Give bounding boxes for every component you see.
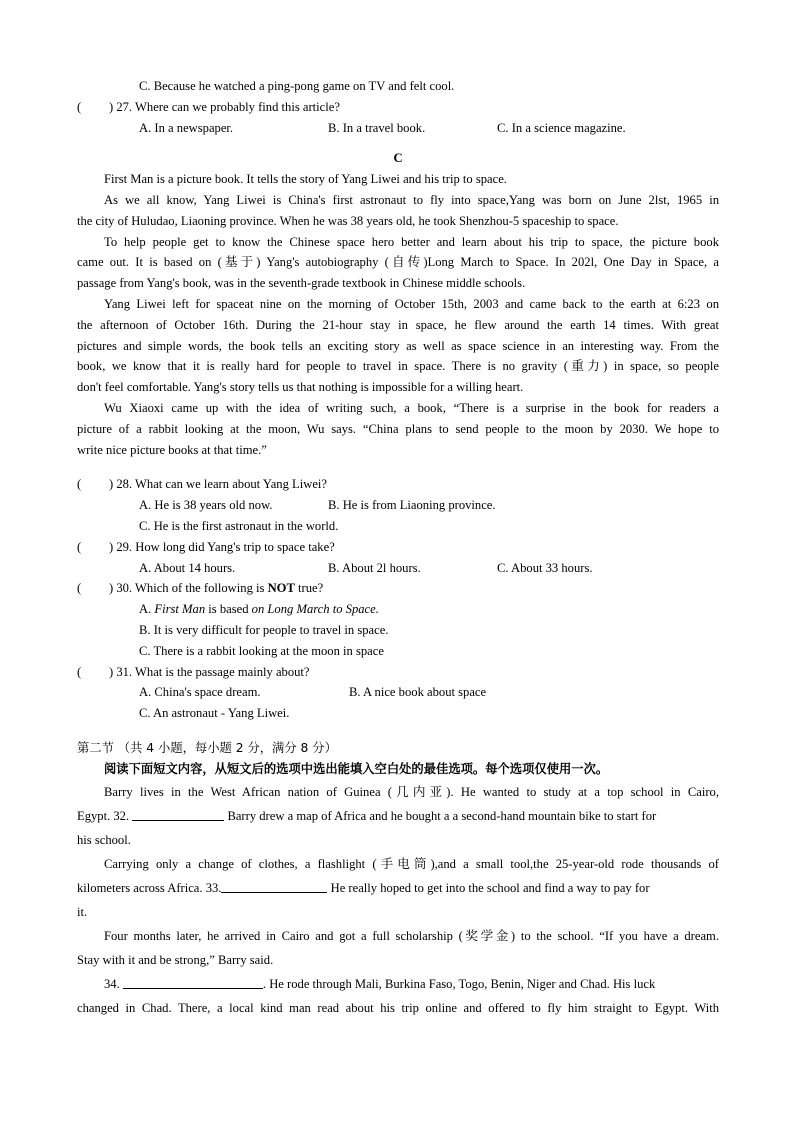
q31-option-c: C. An astronaut - Yang Liwei. (139, 706, 290, 721)
part2-p2-line-3: it. (77, 904, 88, 919)
q28-option-b: B. He is from Liaoning province. (328, 498, 496, 513)
q31 (77, 662, 719, 683)
part2-p2-line-2 (77, 876, 719, 900)
q30 (77, 578, 719, 599)
q29-stem: ) 29. How long did Yang's trip to space take? (109, 539, 335, 554)
q27-stem: ) 27. Where can we probably find this article? (109, 99, 340, 114)
part2-heading: 第二节 （共 4 小题，每小题 2 分，满分 8 分） (77, 740, 337, 755)
part2-p3-line-2: Stay with it and be strong,” Barry said. (77, 952, 274, 967)
part2-p4-prefix: 34. (104, 976, 120, 991)
section-c-p3-line-2: came out. It is based on (基于) Yang's autobiography (自传)Long March to Space. In 202l, One Day in Space, a (77, 255, 719, 270)
q27 (77, 97, 719, 118)
section-c-p4-line-2: the afternoon of October 16th. During the 21-hour stay in space, he flew around the earth 14 times. With great (77, 317, 719, 332)
q28-stem: ) 28. What can we learn about Yang Liwei? (109, 477, 327, 492)
q30-stem-post: true? (294, 581, 324, 596)
part2-p1-line-2 (77, 804, 719, 828)
part2-p4-line-1 (77, 972, 719, 996)
document-page (77, 76, 719, 1020)
answer-paren: ( (77, 99, 82, 114)
section-c-paragraph-1: First Man is a picture book. It tells the story of Yang Liwei and his trip to space. (104, 172, 507, 187)
q30-stem-not: NOT (267, 581, 295, 596)
section-c-p5-line-1: Wu Xiaoxi came up with the idea of writing such, a book, “There is a surprise in the book for readers a (104, 400, 719, 415)
q27-option-c: C. In a science magazine. (497, 120, 626, 135)
q30-option-a (77, 599, 719, 620)
q30-option-a-mid: is based (205, 602, 252, 617)
blank-33[interactable] (221, 879, 327, 893)
part2-p2-suffix: He really hoped to get into the school and find a way to pay for (330, 880, 650, 895)
section-c-p3-line-1: To help people get to know the Chinese space hero better and learn about his trip to space, the picture book (104, 234, 719, 249)
q29-options (77, 558, 719, 579)
q31-option-b: B. A nice book about space (349, 685, 487, 700)
q27-option-a: A. In a newspaper. (139, 120, 234, 135)
q28 (77, 474, 719, 495)
q30-option-a-label: A. (139, 602, 155, 617)
q29-option-b: B. About 2l hours. (328, 560, 421, 575)
part2-p1-line-3: his school. (77, 832, 131, 847)
q29 (77, 537, 719, 558)
section-c-p4-line-5: don't feel comfortable. Yang's story tells us that nothing is impossible for a willing heart. (77, 380, 524, 395)
q27-option-b: B. In a travel book. (328, 120, 426, 135)
section-c-p4-line-1: Yang Liwei left for spaceat nine on the morning of October 15th, 2003 and came back to the earth at 6:23 on (104, 296, 719, 311)
section-c-p2-line-2: the city of Huludao, Liaoning province. When he was 38 years old, he took Shenzhou-5 spaceship to space. (77, 213, 619, 228)
section-c-p4-line-3: pictures and simple words, the book tells an exciting story as well as space science in an interesting way. From the (77, 338, 719, 353)
part2-p1-line-1: Barry lives in the West African nation of Guinea (几内亚). He wanted to study at a top school in Cairo, (104, 784, 719, 799)
part2-instruction: 阅读下面短文内容，从短文后的选项中选出能填入空白处的最佳选项。每个选项仅使用一次。 (104, 761, 609, 776)
part2-p4-line-2: changed in Chad. There, a local kind man read about his trip online and offered to fly him straight to Egypt. With (77, 1000, 719, 1015)
q29-option-a: A. About 14 hours. (139, 560, 236, 575)
section-c-p2-line-1: As we all know, Yang Liwei is China's first astronaut to fly into space,Yang was born on June 2lst, 1965 in (104, 192, 719, 207)
q31-option-a: A. China's space dream. (139, 685, 261, 700)
q26-option-c: C. Because he watched a ping-pong game on TV and felt cool. (139, 79, 455, 93)
blank-32[interactable] (132, 807, 224, 821)
blank-34[interactable] (123, 975, 263, 989)
q28-option-c: C. He is the first astronaut in the world. (139, 518, 339, 533)
part2-p2-line-1: Carrying only a change of clothes, a flashlight (手电筒),and a small tool,the 25-year-old rode thousands of (104, 856, 719, 871)
q27-options (77, 118, 719, 139)
section-c-heading: C (393, 151, 403, 166)
q30-option-b: B. It is very difficult for people to travel in space. (139, 622, 389, 637)
q31-stem: ) 31. What is the passage mainly about? (109, 664, 310, 679)
part2-p2-prefix: kilometers across Africa. 33. (77, 880, 222, 895)
section-c-p5-line-2: picture of a rabbit looking at the moon, Wu says. “China plans to send people to the moon by 2030. We hope to (77, 421, 719, 436)
part2-p3-line-1: Four months later, he arrived in Cairo and got a full scholarship (奖学金) to the school. “If you have a dream. (104, 928, 719, 943)
section-c-p5-line-3: write nice picture books at that time.” (77, 442, 267, 457)
q30-option-a-title: First Man (154, 602, 206, 617)
q30-option-a-source: on Long March to Space. (251, 602, 379, 617)
part2-p1-prefix: Egypt. 32. (77, 808, 130, 823)
answer-paren: ( (77, 539, 82, 554)
q28-options-ab (77, 495, 719, 516)
answer-paren: ( (77, 664, 82, 679)
section-c-p4-line-4: book, we know that it is really hard for people to travel in space. There is no gravity (重力) in space, so people (77, 359, 719, 374)
answer-paren: ( (77, 477, 82, 492)
answer-paren: ( (77, 581, 82, 596)
q29-option-c: C. About 33 hours. (497, 560, 593, 575)
q31-options-ab (77, 682, 719, 703)
part2-p1-suffix: Barry drew a map of Africa and he bought a a second-hand mountain bike to start for (227, 808, 657, 823)
part2-p4-suffix: . He rode through Mali, Burkina Faso, Togo, Benin, Niger and Chad. His luck (262, 976, 656, 991)
q30-stem-pre: ) 30. Which of the following is (109, 581, 268, 596)
section-c-p3-line-3: passage from Yang's book, was in the seventh-grade textbook in Chinese middle schools. (77, 276, 526, 291)
q30-option-c: C. There is a rabbit looking at the moon in space (139, 643, 384, 658)
q28-option-a: A. He is 38 years old now. (139, 498, 273, 513)
